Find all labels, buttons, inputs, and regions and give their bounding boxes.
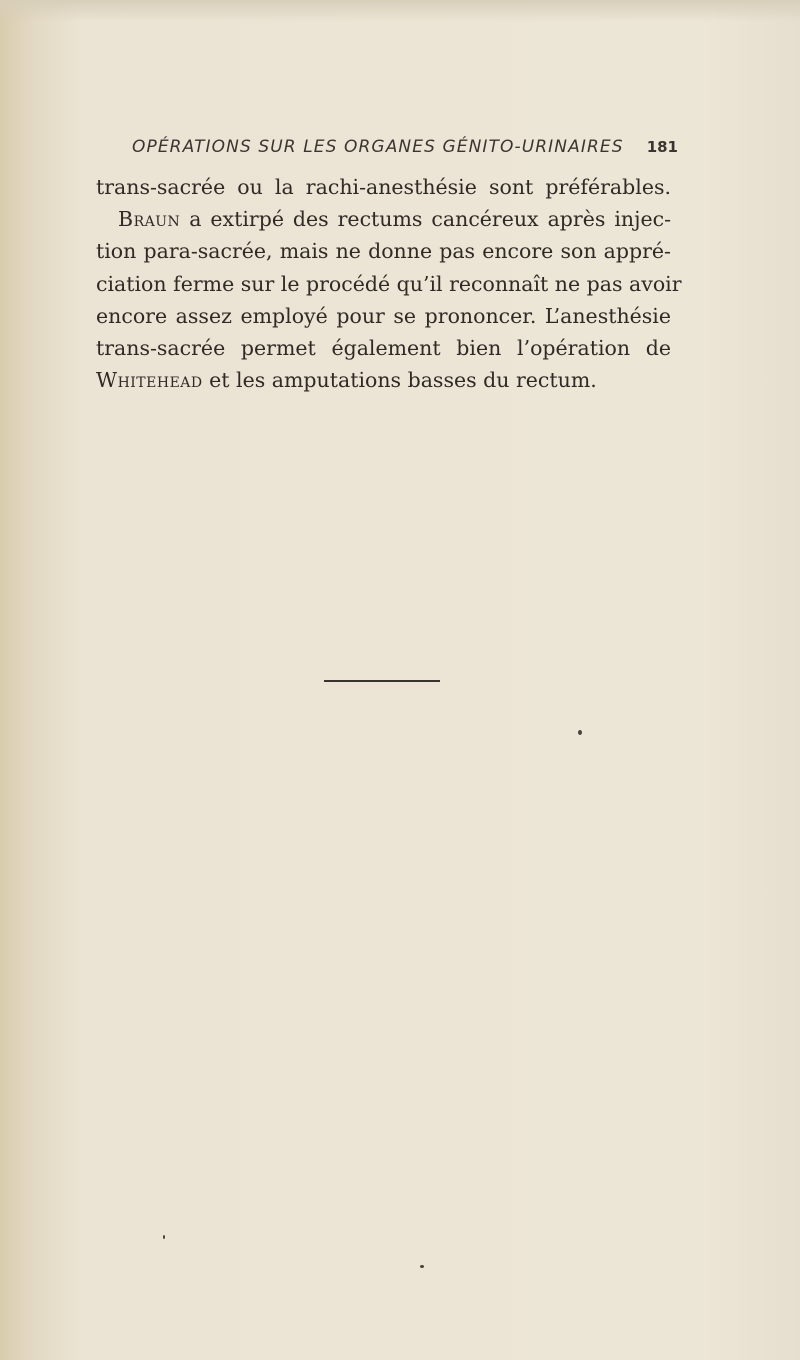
- running-title: OPÉRATIONS SUR LES ORGANES GÉNITO-URINAIRES: [132, 137, 624, 157]
- text-line-1-content: trans-sacrée ou la rachi-anesthésie sont préférables.: [96, 175, 671, 199]
- paper-speck: [163, 1235, 165, 1239]
- text-line-4: [96, 268, 682, 300]
- page-number: 181: [646, 138, 678, 156]
- text-line-3-content: tion para-sacrée, mais ne donne pas encore son appré-: [96, 239, 671, 264]
- text-line-3: [96, 235, 671, 267]
- text-line-4-content: ciation ferme sur le procédé qu’il reconnaît ne pas avoir: [96, 271, 682, 296]
- text-line-6-content: trans-sacrée permet également bien l’opération de: [96, 336, 671, 361]
- text-line-2-content: a extirpé des rectums cancéreux après injec-: [180, 207, 671, 232]
- section-end-rule: [324, 680, 440, 682]
- text-line-7: [96, 364, 671, 396]
- page-edge-shadow: [0, 0, 800, 22]
- text-line-2: [96, 203, 671, 235]
- paper-speck: [578, 730, 582, 735]
- author-name-braun: Braun: [118, 207, 181, 232]
- text-line-5: [96, 300, 671, 332]
- text-line-5-content: encore assez employé pour se prononcer. L’anesthésie: [96, 303, 671, 328]
- text-line-6: [96, 332, 671, 364]
- text-line-1: [96, 171, 671, 203]
- paper-speck: [420, 1265, 424, 1268]
- running-head: [96, 133, 678, 161]
- text-line-7-content: et les amputations basses du rectum.: [202, 368, 597, 393]
- body-paragraphs: [96, 171, 682, 396]
- author-name-whitehead: Whitehead: [96, 368, 203, 393]
